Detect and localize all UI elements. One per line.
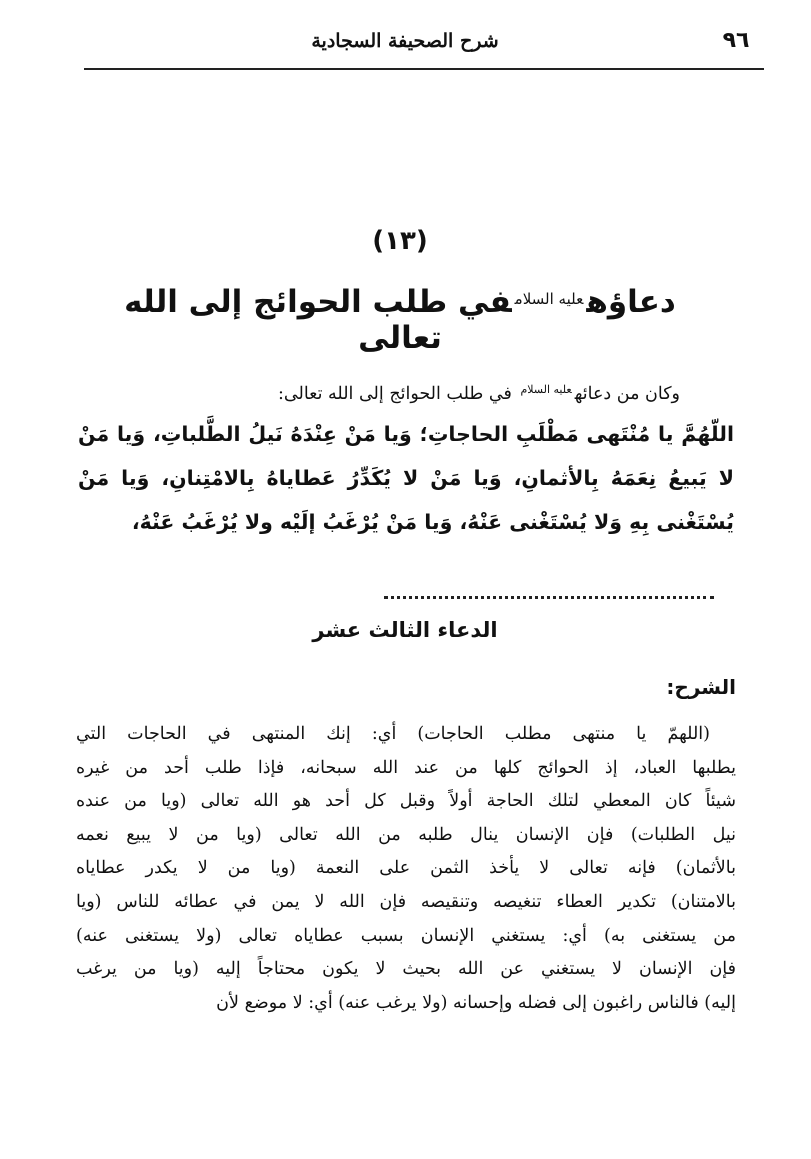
intro-line	[160, 383, 680, 404]
chapter-title-part2: في طلب الحوائج إلى الله تعالى	[124, 284, 512, 356]
commentary-line: من يستغنى به) أي: يستغني الإنسان بسبب عطاياه تعالى (ولا يستغنى عنه)	[76, 925, 736, 946]
chapter-number: (١٣)	[372, 226, 428, 256]
commentary-line: بالامتنان) تكدير العطاء تنغيصه وتنقيصه فإن الله لا يمن في عطائه للناس (ويا	[76, 891, 736, 912]
commentary-line: بالأثمان) فإنه تعالى لا يأخذ الثمن على النعمة (ويا من لا يكدر عطاياه	[76, 858, 736, 879]
commentary	[76, 718, 736, 1020]
commentary-line: (اللهمّ يا منتهى مطلب الحاجات) أي: إنك المنتهى في الحاجات التي	[76, 724, 710, 744]
commentary-line: نيل الطلبات) فإن الإنسان ينال طلبه من الله تعالى (ويا من لا يبيع نعمه	[76, 824, 736, 845]
dotted-separator	[384, 596, 714, 599]
commentary-line: فإن الإنسان لا يستغني عن الله بحيث لا يكون محتاجاً إليه (ويا من يرغب	[76, 959, 736, 980]
intro-part2: في طلب الحوائج إلى الله تعالى:	[278, 384, 512, 404]
salutation-glyph: عليه السلام	[514, 290, 584, 308]
page-number: ٩٦	[722, 28, 750, 53]
commentary-line: شيئاً كان المعطي لتلك الحاجة أولاً وقبل كل أحد هو الله تعالى (ويا من عنده	[76, 791, 736, 812]
commentary-line: يطلبها العباد، إذ الحوائج كلها من عند الله سبحانه، فإذا طلب أحد من غيره	[76, 757, 736, 778]
supplication-text: اللّهُمَّ يا مُنْتَهى مَطْلَبِ الحاجاتِ؛ وَيا مَنْ عِنْدَهُ نَيلُ الطَّلباتِ، وَيا مَنْ لا يَبيعُ نِعَمَهُ بِالأثمانِ، وَيا مَنْ لا يُكَدِّرُ عَطاياهُ بِالامْتِنانِ، وَيا مَنْ يُسْتَغْنى بِهِ وَلا يُسْتَغْنى عَنْهُ، وَيا مَنْ يُرْغَبُ إلَيْه ولا يُرْغَبُ عَنْهُ،	[78, 422, 734, 534]
header-rule	[84, 68, 764, 70]
chapter-title	[120, 284, 680, 356]
running-title: شرح الصحيفة السجادية	[311, 30, 499, 52]
section-title: الدعاء الثالث عشر	[312, 618, 498, 642]
chapter-title-part1: دعاؤه	[586, 284, 676, 320]
intro-part1: وكان من دعائه	[574, 384, 680, 404]
commentary-line: إليه) فالناس راغبون إلى فضله وإحسانه (ولا يرغب عنه) أي: لا موضع لأن	[216, 992, 736, 1013]
sharh-label: الشرح:	[666, 675, 736, 699]
intro-salutation-glyph: عليه السلام	[520, 383, 572, 396]
